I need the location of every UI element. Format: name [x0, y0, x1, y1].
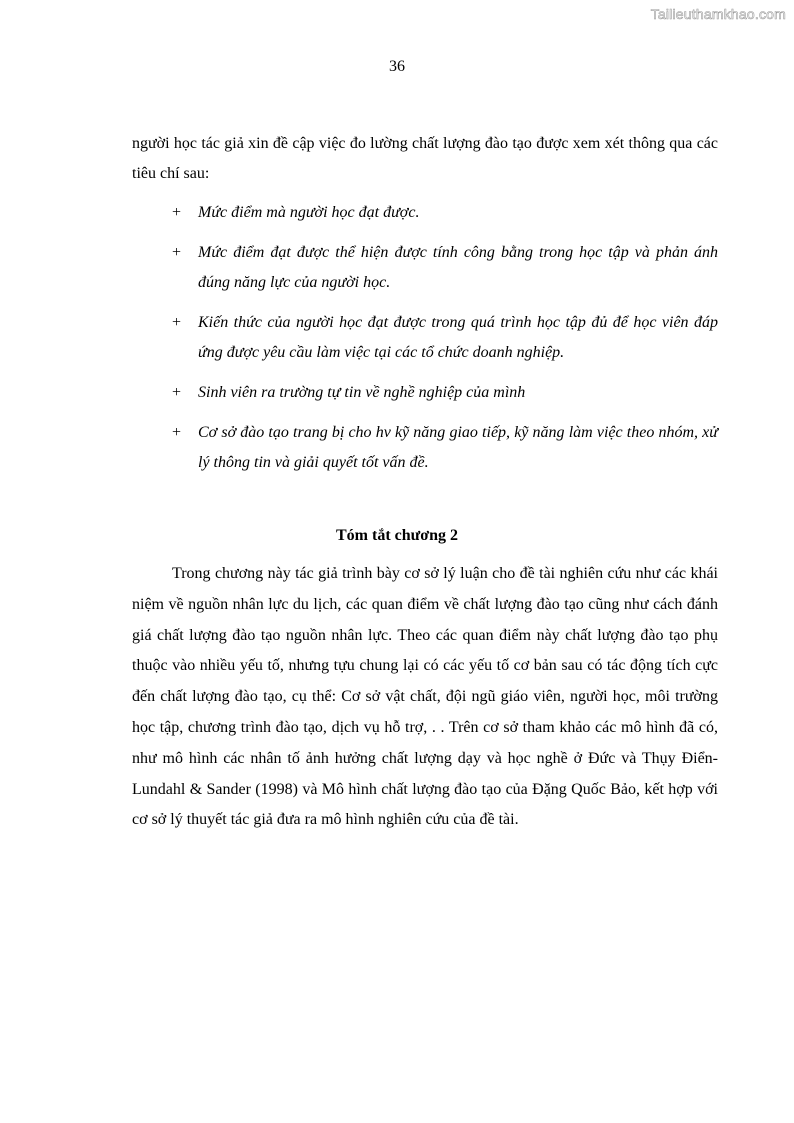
bullet-plus-icon: +: [172, 424, 182, 441]
criteria-item: [172, 198, 718, 228]
criteria-list: [172, 198, 718, 488]
watermark: Tailieuthamkhao.com: [650, 6, 786, 22]
bullet-plus-icon: +: [172, 204, 182, 221]
criteria-item: [172, 418, 718, 478]
intro-paragraph: người học tác giả xin đề cập việc đo lường chất lượng đào tạo được xem xét thông qua các tiêu chí sau:: [132, 135, 718, 182]
criteria-item-text: Kiến thức của người học đạt được trong quá trình học tập đủ để học viên đáp ứng được yêu cầu làm việc tại các tổ chức doanh nghiệp.: [198, 314, 718, 361]
criteria-item-text: Mức điểm mà người học đạt được.: [198, 204, 420, 221]
bullet-plus-icon: +: [172, 314, 182, 331]
section-title: Tóm tắt chương 2: [335, 527, 458, 544]
criteria-item: [172, 378, 718, 408]
criteria-item: [172, 238, 718, 298]
criteria-item-text: Cơ sở đào tạo trang bị cho hv kỹ năng giao tiếp, kỹ năng làm việc theo nhóm, xử lý thông tin và giải quyết tốt vấn đề.: [198, 424, 718, 471]
summary-paragraph: Trong chương này tác giả trình bày cơ sở lý luận cho đề tài nghiên cứu như các khái niệm về nguồn nhân lực du lịch, các quan điểm về chất lượng đào tạo cũng như cách đánh giá chất lượng đào tạo nguồn nhân lực. Theo các quan điểm này chất lượng đào tạo phụ thuộc vào nhiều yếu tố, nhưng tựu chung lại có các yếu tố cơ bản sau có tác động tích cực đến chất lượng đào tạo, cụ thể: Cơ sở vật chất, đội ngũ giáo viên, người học, môi trường học tập, chương trình đào tạo, dịch vụ hỗ trợ, . . Trên cơ sở tham khảo các mô hình đã có, như mô hình các nhân tố ảnh hưởng chất lượng dạy và học nghề ở Đức và Thụy Điển- Lundahl & Sander (1998) và Mô hình chất lượng đào tạo của Đặng Quốc Bảo, kết hợp với cơ sở lý thuyết tác giả đưa ra mô hình nghiên cứu của đề tài.: [132, 565, 718, 829]
page-number: 36: [389, 58, 405, 75]
criteria-item-text: Mức điểm đạt được thể hiện được tính công bằng trong học tập và phản ánh đúng năng lực của người học.: [198, 244, 718, 291]
criteria-item-text: Sinh viên ra trường tự tin về nghề nghiệp của mình: [198, 384, 526, 401]
bullet-plus-icon: +: [172, 384, 182, 401]
criteria-item: [172, 308, 718, 368]
bullet-plus-icon: +: [172, 244, 182, 261]
